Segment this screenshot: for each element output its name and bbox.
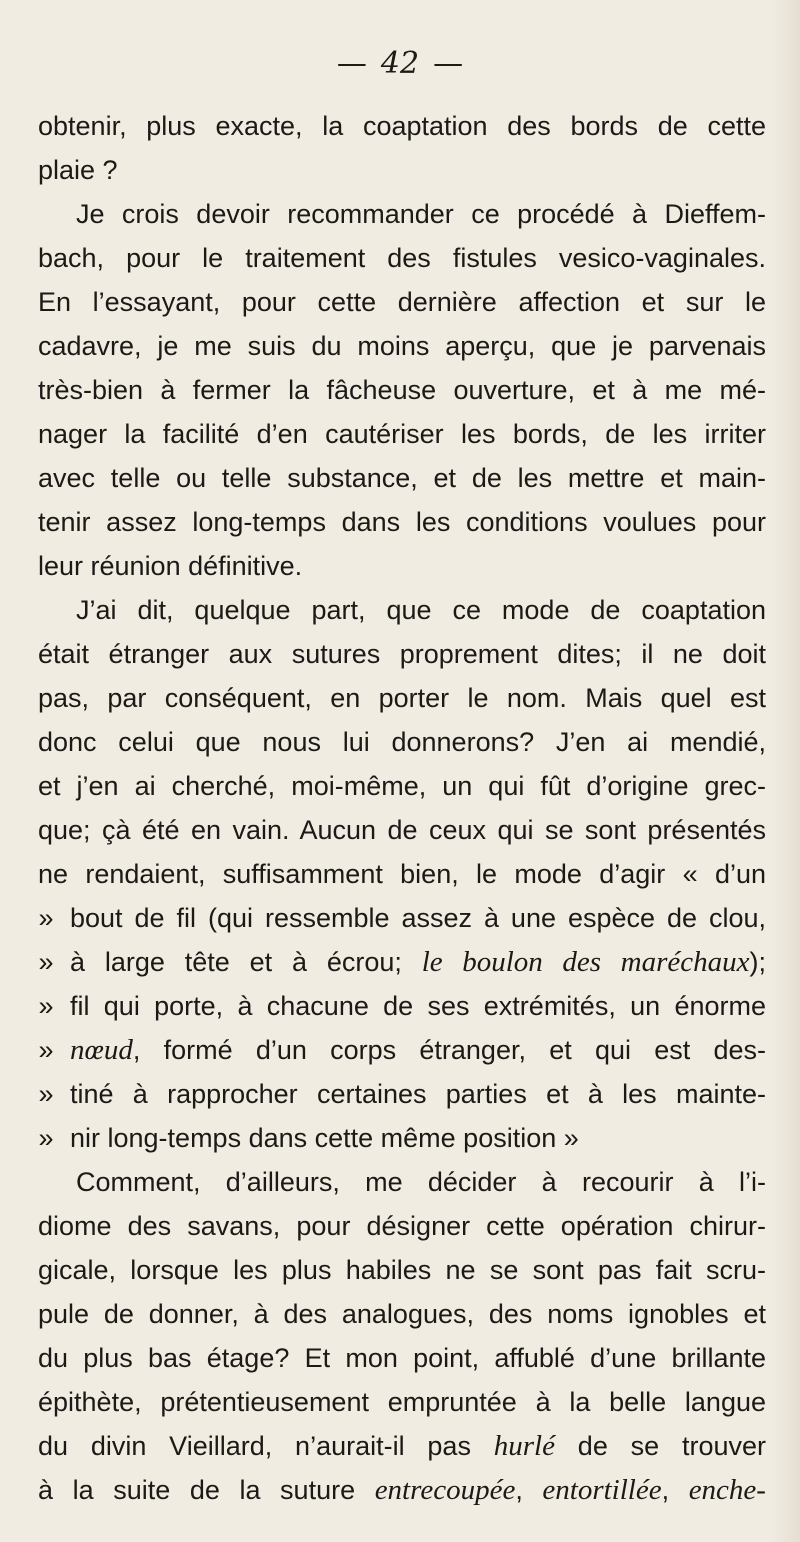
quote-line bbox=[70, 940, 766, 984]
line-text: donc celui que nous lui donnerons? J’en ai mendié, bbox=[38, 727, 766, 757]
text-line bbox=[38, 412, 766, 456]
text-line bbox=[38, 764, 766, 808]
italic-text: entrecoupée bbox=[374, 1474, 516, 1506]
line-text: de se trouver bbox=[554, 1431, 767, 1461]
quote-line bbox=[70, 1072, 766, 1116]
line-text: pule de donner, à des analogues, des noms ignobles et bbox=[38, 1299, 766, 1329]
text-line bbox=[38, 500, 766, 544]
line-text: à la suite de la suture bbox=[38, 1475, 375, 1505]
line-text: , bbox=[661, 1475, 689, 1505]
line-text: bach, pour le traitement des fistules vesico-vaginales. bbox=[38, 243, 766, 273]
text-line bbox=[38, 808, 766, 852]
line-text: très-bien à fermer la fâcheuse ouverture, et à me mé- bbox=[38, 375, 766, 405]
text-line bbox=[38, 544, 302, 588]
text-line bbox=[38, 1424, 766, 1468]
line-text: J’ai dit, quelque part, que ce mode de coaptation bbox=[76, 595, 766, 625]
line-text: nir long-temps dans cette même position » bbox=[70, 1123, 579, 1153]
quote-line bbox=[70, 1116, 579, 1160]
text-line bbox=[38, 368, 766, 412]
quote-line bbox=[70, 896, 766, 940]
text-line bbox=[76, 588, 766, 632]
quote-mark: » bbox=[38, 1035, 54, 1065]
quote-mark: » bbox=[38, 947, 54, 977]
line-text: ); bbox=[749, 947, 766, 977]
italic-text: entortillée bbox=[542, 1474, 662, 1506]
line-text: obtenir, plus exacte, la coaptation des bords de cette bbox=[38, 111, 766, 141]
text-line bbox=[38, 852, 766, 896]
line-text: à large tête et à écrou; bbox=[70, 947, 422, 977]
italic-text: nœud bbox=[70, 1034, 133, 1066]
text-line bbox=[38, 676, 766, 720]
text-line bbox=[38, 456, 766, 500]
line-text: diome des savans, pour désigner cette opération chirur- bbox=[38, 1211, 766, 1241]
line-text: du plus bas étage? Et mon point, affublé d’une brillante bbox=[38, 1343, 766, 1373]
page-header bbox=[0, 44, 800, 84]
line-text: tiné à rapprocher certaines parties et à les mainte- bbox=[70, 1079, 766, 1109]
text-line bbox=[38, 1292, 766, 1336]
header-dash-right: — bbox=[433, 46, 464, 81]
line-text: pas, par conséquent, en porter le nom. Mais quel est bbox=[38, 683, 766, 713]
text-line bbox=[38, 236, 766, 280]
quote-mark: » bbox=[38, 1079, 54, 1109]
quote-mark: » bbox=[38, 1123, 54, 1153]
text-line bbox=[76, 1160, 766, 1204]
line-text: , formé d’un corps étranger, et qui est des- bbox=[132, 1035, 766, 1065]
text-line bbox=[38, 632, 766, 676]
italic-text: le boulon des maréchaux bbox=[421, 946, 750, 978]
italic-text: enche- bbox=[688, 1474, 766, 1506]
line-text: plaie ? bbox=[38, 155, 118, 185]
line-text: Comment, d’ailleurs, me décider à recourir à l’i- bbox=[76, 1167, 766, 1197]
line-text: Je crois devoir recommander ce procédé à Dieffem- bbox=[76, 199, 766, 229]
text-line bbox=[38, 1204, 766, 1248]
line-text: fil qui porte, à chacune de ses extrémités, un énorme bbox=[70, 991, 766, 1021]
line-text: épithète, prétentieusement empruntée à la belle langue bbox=[38, 1387, 766, 1417]
quote-mark: » bbox=[38, 903, 54, 933]
line-text: cadavre, je me suis du moins aperçu, que je parvenais bbox=[38, 331, 766, 361]
text-line bbox=[38, 148, 118, 192]
line-text: leur réunion définitive. bbox=[38, 551, 303, 581]
text-line bbox=[38, 1468, 766, 1512]
line-text: bout de fil (qui ressemble assez à une espèce de clou, bbox=[70, 903, 766, 933]
text-line bbox=[38, 1380, 766, 1424]
line-text: En l’essayant, pour cette dernière affection et sur le bbox=[38, 287, 766, 317]
page-number: 42 bbox=[380, 46, 420, 81]
line-text: nager la facilité d’en cautériser les bords, de les irriter bbox=[38, 419, 766, 449]
line-text: était étranger aux sutures proprement dites; il ne doit bbox=[38, 639, 766, 669]
text-line bbox=[38, 280, 766, 324]
header-dash-left: — bbox=[336, 46, 367, 81]
line-text: , bbox=[515, 1475, 543, 1505]
line-text: tenir assez long-temps dans les conditions voulues pour bbox=[38, 507, 766, 537]
quote-line bbox=[70, 984, 766, 1028]
line-text: gicale, lorsque les plus habiles ne se sont pas fait scru- bbox=[38, 1255, 766, 1285]
quote-mark: » bbox=[38, 991, 54, 1021]
line-text: avec telle ou telle substance, et de les mettre et main- bbox=[38, 463, 766, 493]
italic-text: hurlé bbox=[493, 1430, 555, 1462]
line-text: et j’en ai cherché, moi-même, un qui fût d’origine grec- bbox=[38, 771, 766, 801]
text-line bbox=[38, 1336, 766, 1380]
line-text: ne rendaient, suffisamment bien, le mode d’agir « d’un bbox=[38, 859, 766, 889]
text-line bbox=[76, 192, 766, 236]
line-text: du divin Vieillard, n’aurait-il pas bbox=[38, 1431, 494, 1461]
text-line bbox=[38, 1248, 766, 1292]
text-line bbox=[38, 324, 766, 368]
quote-line bbox=[70, 1028, 766, 1072]
text-line bbox=[38, 720, 766, 764]
line-text: que; çà été en vain. Aucun de ceux qui se sont présentés bbox=[38, 815, 766, 845]
text-line bbox=[38, 104, 766, 148]
